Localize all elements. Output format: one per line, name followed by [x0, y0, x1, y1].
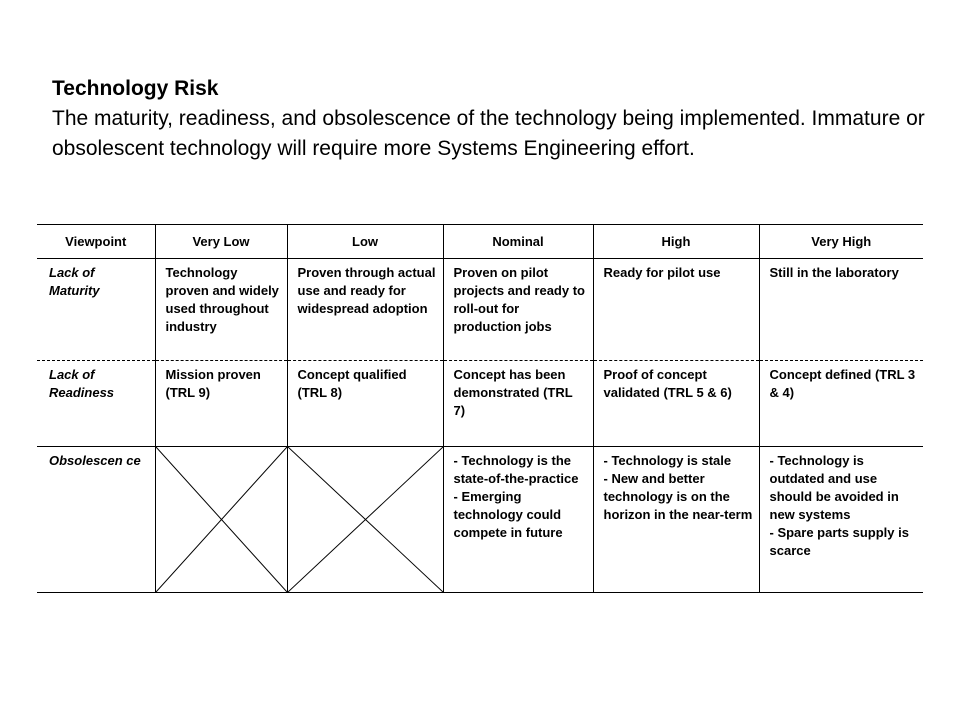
table-row-lack-of-readiness [37, 361, 923, 447]
table-cell: - Technology is the state-of-the-practice - Emerging technology could compete in future [443, 447, 593, 593]
slide-description: The maturity, readiness, and obsolescence of the technology being implemented. Immature or obsolescent technology will require more Systems Engineering effort. [52, 107, 925, 160]
table-cell: Mission proven (TRL 9) [155, 361, 287, 447]
header-low: Low [287, 225, 443, 259]
table-cell: Proof of concept validated (TRL 5 & 6) [593, 361, 759, 447]
table-cell: - Technology is outdated and use should be avoided in new systems - Spare parts supply is scarce [759, 447, 923, 593]
header-nominal: Nominal [443, 225, 593, 259]
table-cell: - Technology is stale - New and better technology is on the horizon in the near-term [593, 447, 759, 593]
header-very-low: Very Low [155, 225, 287, 259]
not-applicable-cell [287, 447, 443, 593]
table-header-row [37, 225, 923, 259]
intro-text [52, 74, 932, 164]
slide-title: Technology Risk [52, 77, 219, 100]
table-cell: Proven on pilot projects and ready to roll-out for production jobs [443, 259, 593, 361]
table-row-obsolescence [37, 447, 923, 593]
header-high: High [593, 225, 759, 259]
viewpoint-cell: Lack of Maturity [37, 259, 155, 361]
header-very-high: Very High [759, 225, 923, 259]
table-cell: Ready for pilot use [593, 259, 759, 361]
viewpoint-cell: Obsolescen ce [37, 447, 155, 593]
cross-out-mark [288, 447, 443, 592]
table-cell: Proven through actual use and ready for widespread adoption [287, 259, 443, 361]
table-cell: Concept defined (TRL 3 & 4) [759, 361, 923, 447]
table-cell: Concept qualified (TRL 8) [287, 361, 443, 447]
header-viewpoint: Viewpoint [37, 225, 155, 259]
table-cell: Still in the laboratory [759, 259, 923, 361]
table-cell: Technology proven and widely used throughout industry [155, 259, 287, 361]
technology-risk-table [37, 224, 923, 593]
viewpoint-cell: Lack of Readiness [37, 361, 155, 447]
not-applicable-cell [155, 447, 287, 593]
table-row-lack-of-maturity [37, 259, 923, 361]
cross-out-mark [156, 447, 287, 592]
table-cell: Concept has been demonstrated (TRL 7) [443, 361, 593, 447]
